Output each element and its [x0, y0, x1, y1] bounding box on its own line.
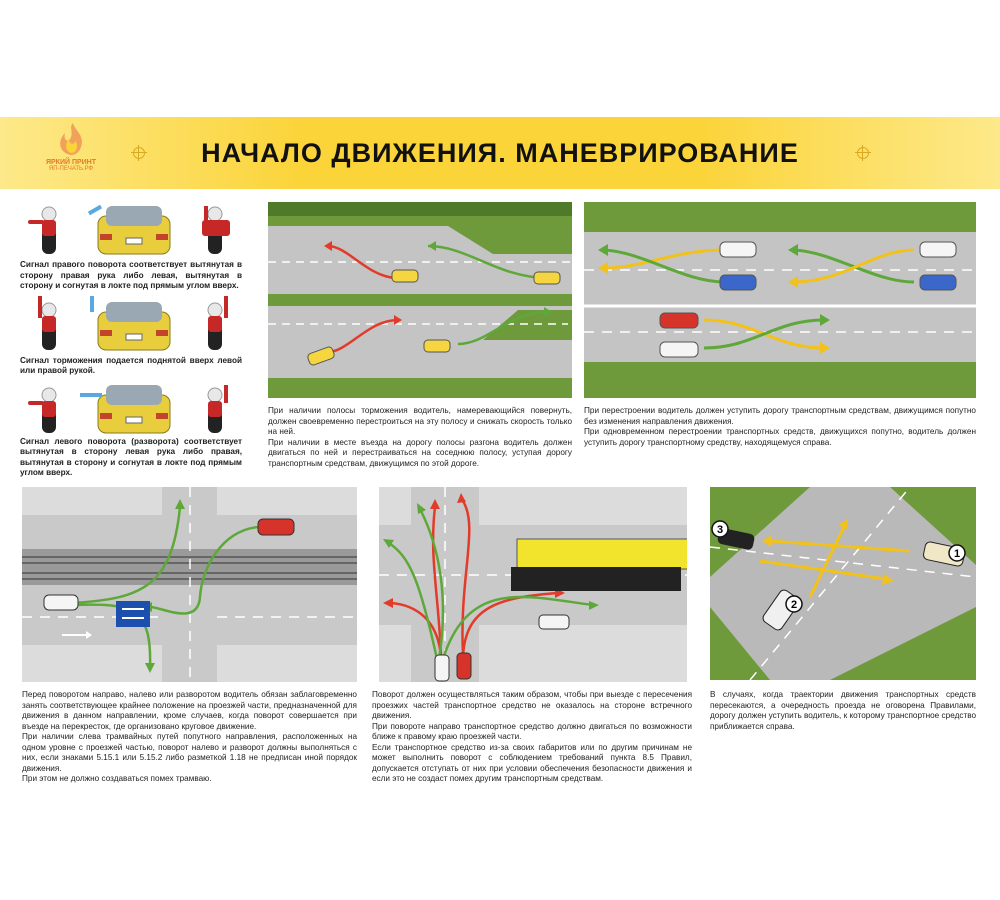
bus-icon — [511, 539, 687, 591]
car-white-icon — [44, 595, 78, 610]
crossing-paths-text: В случаях, когда траектории движения транспортных средств пересекаются, а очередность проезда не оговорена Правилами, дорогу должен уступить водитель, к которому транспортное средство приближается справа. — [710, 690, 976, 731]
motorcyclist-icon — [28, 207, 56, 254]
car-blue-icon — [720, 275, 756, 290]
car-rear-icon — [80, 385, 170, 433]
motorcyclist-icon — [28, 388, 56, 433]
car-red-icon — [660, 313, 698, 328]
lane-change-text: При перестроении водитель должен уступить дорогу транспортным средствам, движущимся попутно без изменения направления движения. При одновременном перестроении транспортных средств, движущихся попутно, водитель должен уступить дорогу транспортному средству, находящемуся справа. — [584, 406, 976, 447]
hand-signals-panel — [20, 200, 250, 480]
car-white-icon — [660, 342, 698, 357]
car-yellow-icon — [392, 270, 418, 282]
car-white-icon — [539, 615, 569, 629]
logo-site: ЯП-ПЕЧАТЬ.РФ — [48, 166, 94, 172]
car-red-icon — [457, 653, 471, 679]
braking-lane-diagram — [268, 202, 572, 398]
signal-brake-text: Сигнал торможения подается поднятой вверх левой или правой рукой. — [20, 355, 242, 375]
marker-two: 2 — [790, 599, 798, 611]
motorcyclist-icon — [202, 206, 230, 254]
braking-lane-text: При наличии полосы торможения водитель, намеревающийся повернуть, должен своевременно перестроиться на эту полосу и снижать скорость только на ней. При наличии в месте въезда на дорогу полосы разгона водитель должен двигаться по ней и перестраиваться на соседнюю полосу, уступая дорогу транспортным средствам, движущимся по этой дороге. — [268, 406, 572, 468]
motorcyclist-icon — [38, 296, 56, 350]
signal-left-text: Сигнал левого поворота (разворота) соответствует вытянутая в сторону левая рука либо правая, вытянутая в сторону и согнутая в локте под прямым углом вверх. — [20, 436, 242, 477]
car-yellow-icon — [424, 340, 450, 352]
signal-right-text: Сигнал правого поворота соответствует вытянутая в сторону правая рука либо левая, вытянутая в сторону и согнутая в локте под прямым углом вверх. — [20, 260, 242, 290]
car-white-icon — [720, 242, 756, 257]
car-white-icon — [435, 655, 449, 681]
right-turn-signal-illustration — [20, 200, 250, 260]
turn-execution-diagram — [379, 487, 687, 682]
turn-position-text: Перед поворотом направо, налево или разворотом водитель обязан заблаговременно занять соответствующее крайнее положение на проезжей части, предназначенной для движения в данном направлении, кроме случаев, когда поворот совершается при въезде на перекресток, где организовано круговое движение. При наличии слева трамвайных путей попутного направления, расположенных на одном уровне с проезжей частью, поворот налево и разворот должны выполняться с них, если знаками 5.15.1 или 5.15.2 либо разметкой 1.18 не предписан иной порядок движения. При этом не должно создаваться помех трамваю. — [22, 690, 357, 783]
car-rear-icon — [90, 296, 170, 350]
motorcyclist-icon — [208, 296, 228, 350]
turn-position-diagram — [22, 487, 357, 682]
car-blue-icon — [920, 275, 956, 290]
page-title: НАЧАЛО ДВИЖЕНИЯ. МАНЕВРИРОВАНИЕ — [201, 138, 799, 168]
car-yellow-icon — [534, 272, 560, 284]
turn-execution-text: Поворот должен осуществляться таким образом, чтобы при выезде с пересечения проезжих частей транспортное средство не оказалось на стороне встречного движения. При повороте направо транспортное средство должно двигаться по возможности ближе к правому краю проезжей части. Если транспортное средство из-за своих габаритов или по другим причинам не может выполнить поворот с соблюдением требований пункта 8.5 Правил, допускается отступать от них при условии обеспечения безопасности движения и если это не создаст помех другим транспортным средствам. — [372, 690, 692, 783]
marker-three: 3 — [716, 524, 724, 536]
car-white-icon — [920, 242, 956, 257]
car-rear-icon — [88, 205, 170, 254]
marker-one: 1 — [953, 548, 961, 560]
crossing-paths-diagram — [710, 487, 976, 680]
left-turn-signal-illustration — [20, 381, 250, 437]
motorcyclist-icon — [208, 385, 228, 433]
logo-name: ЯРКИЙ ПРИНТ — [45, 159, 97, 166]
car-red-icon — [258, 519, 294, 535]
lane-direction-sign-icon — [116, 601, 150, 627]
brake-signal-illustration — [20, 296, 250, 356]
lane-change-diagram — [584, 202, 976, 398]
header-banner — [0, 117, 1000, 189]
